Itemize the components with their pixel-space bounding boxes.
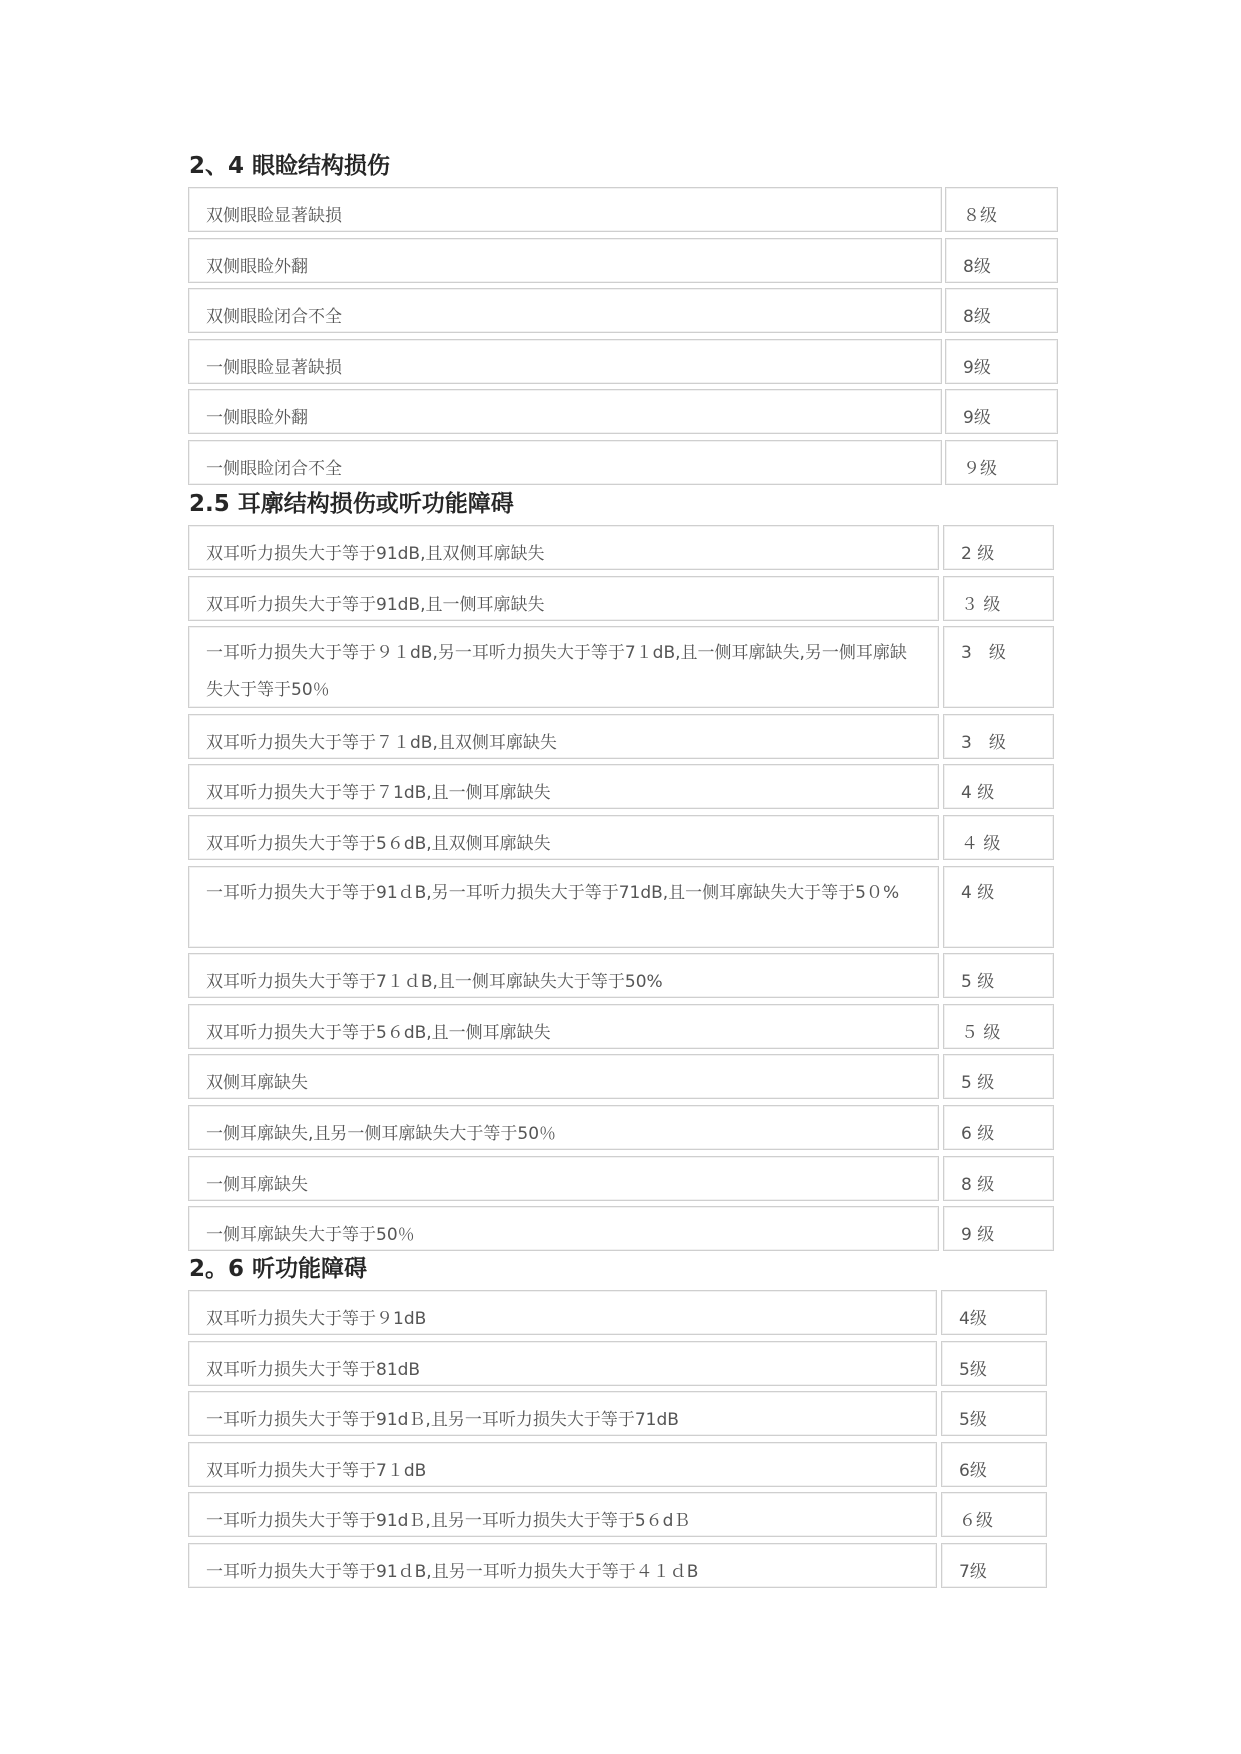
table-row xyxy=(188,764,1054,809)
table-row xyxy=(188,525,1054,570)
disability-grade-cell: 5级 xyxy=(941,1341,1047,1386)
table-row xyxy=(188,1290,1047,1335)
injury-description-cell: 双耳听力损失大于等于7１ｄB,且一侧耳廓缺失大于等于50% xyxy=(188,953,939,998)
table-row xyxy=(188,1105,1054,1150)
disability-grade-cell: 3 级 xyxy=(943,626,1054,708)
table-row xyxy=(188,1004,1054,1049)
disability-grade-cell: 4 级 xyxy=(943,764,1054,809)
injury-description-cell: 一侧耳廓缺失 xyxy=(188,1156,939,1201)
table-row xyxy=(188,953,1054,998)
disability-grade-cell: 8 级 xyxy=(943,1156,1054,1201)
section-heading: 2.5 耳廓结构损伤或听功能障碍 xyxy=(189,491,514,517)
table-row xyxy=(188,1442,1047,1487)
table-row xyxy=(188,339,1058,384)
table-row xyxy=(188,187,1058,232)
disability-grade-cell: 6级 xyxy=(941,1442,1047,1487)
injury-description-cell: 双耳听力损失大于等于９1dB xyxy=(188,1290,937,1335)
injury-description-cell: 一耳听力损失大于等于91ｄB,且另一耳听力损失大于等于４１ｄB xyxy=(188,1543,937,1588)
injury-description-cell: 双侧眼睑闭合不全 xyxy=(188,288,942,333)
table-row xyxy=(188,1054,1054,1099)
table-row xyxy=(188,866,1054,948)
injury-description-cell: 双耳听力损失大于等于7１dB xyxy=(188,1442,937,1487)
injury-description-cell: 双耳听力损失大于等于７1dB,且一侧耳廓缺失 xyxy=(188,764,939,809)
disability-grade-cell: ３ 级 xyxy=(943,576,1054,621)
table-row xyxy=(188,576,1054,621)
disability-grade-cell: 9级 xyxy=(945,389,1058,434)
disability-grade-cell: 7级 xyxy=(941,1543,1047,1588)
section-heading: 2。6 听功能障碍 xyxy=(189,1256,368,1282)
injury-description-cell: 一耳听力损失大于等于91ｄB,另一耳听力损失大于等于71dB,且一侧耳廓缺失大于等于5０% xyxy=(188,866,939,948)
injury-description-cell: 双侧眼睑外翻 xyxy=(188,238,942,283)
table-row xyxy=(188,714,1054,759)
disability-grade-cell: ８级 xyxy=(945,187,1058,232)
disability-grade-cell: 6 级 xyxy=(943,1105,1054,1150)
table-row xyxy=(188,440,1058,485)
section-heading: 2、4 眼睑结构损伤 xyxy=(189,153,391,179)
injury-description-cell: 一侧眼睑闭合不全 xyxy=(188,440,942,485)
injury-description-cell: 一耳听力损失大于等于９１dB,另一耳听力损失大于等于7１dB,且一侧耳廓缺失,另一侧耳廓缺失大于等于50％ xyxy=(188,626,939,708)
table-row xyxy=(188,389,1058,434)
disability-grade-cell: 4 级 xyxy=(943,866,1054,948)
injury-description-cell: 双侧眼睑显著缺损 xyxy=(188,187,942,232)
disability-grade-cell: 5级 xyxy=(941,1391,1047,1436)
injury-description-cell: 一侧耳廓缺失,且另一侧耳廓缺失大于等于50％ xyxy=(188,1105,939,1150)
grade-table xyxy=(188,1290,1047,1594)
disability-grade-cell: 8级 xyxy=(945,238,1058,283)
injury-description-cell: 双耳听力损失大于等于81dB xyxy=(188,1341,937,1386)
table-row xyxy=(188,1341,1047,1386)
disability-grade-cell: 5 级 xyxy=(943,1054,1054,1099)
injury-description-cell: 一耳听力损失大于等于91dＢ,且另一耳听力损失大于等于71dB xyxy=(188,1391,937,1436)
grade-table xyxy=(188,525,1054,1257)
disability-grade-cell: ５ 级 xyxy=(943,1004,1054,1049)
disability-grade-cell: ４ 级 xyxy=(943,815,1054,860)
table-row xyxy=(188,288,1058,333)
injury-description-cell: 双耳听力损失大于等于91dB,且双侧耳廓缺失 xyxy=(188,525,939,570)
injury-description-cell: 一侧眼睑显著缺损 xyxy=(188,339,942,384)
table-row xyxy=(188,626,1054,708)
disability-grade-cell: 9级 xyxy=(945,339,1058,384)
grade-table xyxy=(188,187,1058,491)
injury-description-cell: 一侧眼睑外翻 xyxy=(188,389,942,434)
table-row xyxy=(188,1543,1047,1588)
table-row xyxy=(188,815,1054,860)
table-row xyxy=(188,1206,1054,1251)
injury-description-cell: 双侧耳廓缺失 xyxy=(188,1054,939,1099)
disability-grade-cell: 2 级 xyxy=(943,525,1054,570)
disability-grade-cell: 9 级 xyxy=(943,1206,1054,1251)
table-row xyxy=(188,1492,1047,1537)
table-row xyxy=(188,238,1058,283)
disability-grade-cell: 8级 xyxy=(945,288,1058,333)
disability-grade-cell: ９级 xyxy=(945,440,1058,485)
disability-grade-cell: 4级 xyxy=(941,1290,1047,1335)
table-row xyxy=(188,1156,1054,1201)
disability-grade-cell: 3 级 xyxy=(943,714,1054,759)
injury-description-cell: 一耳听力损失大于等于91dＢ,且另一耳听力损失大于等于5６dＢ xyxy=(188,1492,937,1537)
injury-description-cell: 双耳听力损失大于等于5６dB,且双侧耳廓缺失 xyxy=(188,815,939,860)
injury-description-cell: 双耳听力损失大于等于７１dB,且双侧耳廓缺失 xyxy=(188,714,939,759)
disability-grade-cell: ６级 xyxy=(941,1492,1047,1537)
injury-description-cell: 双耳听力损失大于等于91dB,且一侧耳廓缺失 xyxy=(188,576,939,621)
disability-grade-cell: 5 级 xyxy=(943,953,1054,998)
injury-description-cell: 一侧耳廓缺失大于等于50％ xyxy=(188,1206,939,1251)
injury-description-cell: 双耳听力损失大于等于5６dB,且一侧耳廓缺失 xyxy=(188,1004,939,1049)
table-row xyxy=(188,1391,1047,1436)
